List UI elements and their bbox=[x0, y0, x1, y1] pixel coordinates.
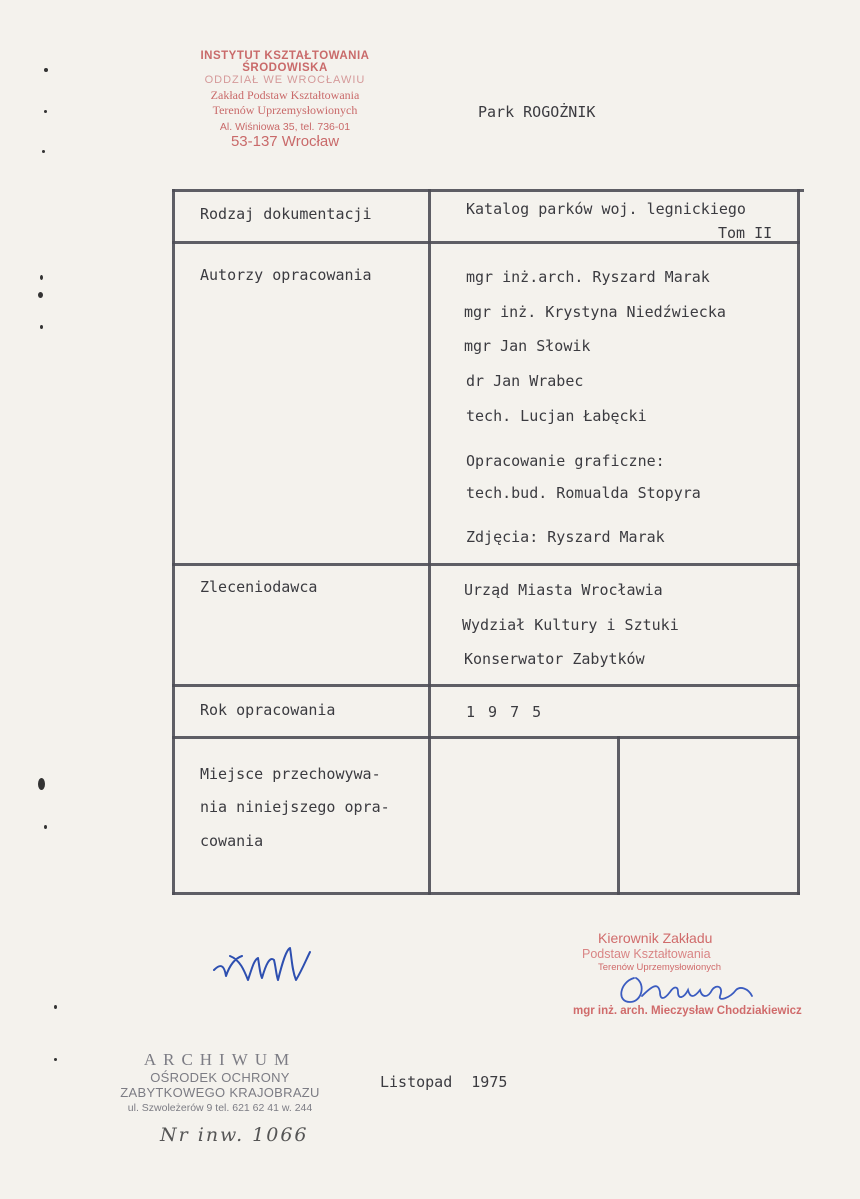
margin-speck bbox=[40, 275, 43, 280]
head-stamp-name: mgr inż. arch. Mieczysław Chodziakiewicz bbox=[573, 1005, 802, 1017]
head-stamp bbox=[570, 930, 800, 973]
client-label: Zleceniodawca bbox=[200, 578, 318, 596]
doc-type-value: Katalog parków woj. legnickiego bbox=[466, 200, 746, 218]
author-line: mgr inż. Krystyna Niedźwiecka bbox=[464, 303, 726, 321]
institute-stamp-line: Al. Wiśniowa 35, tel. 736-01 bbox=[219, 121, 351, 133]
doc-type-volume: Tom II bbox=[718, 224, 773, 242]
author-line: dr Jan Wrabec bbox=[466, 372, 584, 390]
storage-label-line: Miejsce przechowywa- bbox=[200, 765, 381, 783]
margin-speck bbox=[40, 325, 43, 329]
archive-stamp-line: ARCHIWUM bbox=[143, 1050, 297, 1069]
margin-speck bbox=[44, 825, 47, 829]
client-line: Konserwator Zabytków bbox=[464, 650, 645, 668]
graphics-author: tech.bud. Romualda Stopyra bbox=[466, 484, 701, 502]
photos-credit: Zdjęcia: Ryszard Marak bbox=[466, 528, 665, 546]
margin-speck bbox=[38, 778, 45, 790]
author-line: mgr inż.arch. Ryszard Marak bbox=[466, 268, 710, 286]
author-line: mgr Jan Słowik bbox=[464, 337, 591, 355]
client-line: Wydział Kultury i Sztuki bbox=[462, 616, 679, 634]
institute-stamp-line: Zakład Podstaw Kształtowania bbox=[210, 88, 360, 102]
institute-stamp-line: Terenów Uprzemysłowionych bbox=[212, 103, 358, 117]
authors-label: Autorzy opracowania bbox=[200, 266, 372, 284]
year-value: 1 9 7 5 bbox=[466, 703, 544, 721]
margin-speck bbox=[38, 292, 43, 298]
institute-stamp bbox=[165, 50, 405, 150]
head-stamp-line: Podstaw Kształtowania bbox=[582, 947, 711, 961]
initials-signature bbox=[210, 940, 320, 990]
margin-speck bbox=[44, 110, 47, 113]
margin-speck bbox=[54, 1005, 57, 1009]
graphics-label: Opracowanie graficzne: bbox=[466, 452, 665, 470]
archive-stamp bbox=[100, 1050, 340, 1114]
archive-stamp-line: ZABYTKOWEGO KRAJOBRAZU bbox=[120, 1085, 320, 1100]
year-label: Rok opracowania bbox=[200, 701, 336, 719]
head-stamp-line: Kierownik Zakładu bbox=[598, 930, 713, 946]
institute-stamp-line: 53-137 Wrocław bbox=[230, 133, 340, 150]
park-title: Park ROGOŻNIK bbox=[478, 103, 596, 121]
margin-speck bbox=[42, 150, 45, 153]
author-line: tech. Lucjan Łabęcki bbox=[466, 407, 647, 425]
institute-stamp-line: ODDZIAŁ WE WROCŁAWIU bbox=[204, 74, 366, 86]
archive-stamp-line: OŚRODEK OCHRONY bbox=[150, 1070, 290, 1085]
storage-label-line: nia niniejszego opra- bbox=[200, 798, 390, 816]
storage-label-line: cowania bbox=[200, 832, 264, 850]
document-date: Listopad 1975 bbox=[380, 1073, 508, 1091]
inventory-number: Nr inw. 1066 bbox=[160, 1124, 309, 1146]
margin-speck bbox=[54, 1058, 57, 1061]
archive-stamp-line: ul. Szwoleżerów 9 tel. 621 62 41 w. 244 bbox=[127, 1102, 313, 1114]
client-line: Urząd Miasta Wrocławia bbox=[464, 581, 663, 599]
head-stamp-line: Terenów Uprzemysłowionych bbox=[598, 962, 722, 973]
margin-speck bbox=[44, 68, 48, 72]
institute-stamp-line: INSTYTUT KSZTAŁTOWANIA ŚRODOWISKA bbox=[200, 50, 370, 74]
doc-type-label: Rodzaj dokumentacji bbox=[200, 205, 372, 223]
